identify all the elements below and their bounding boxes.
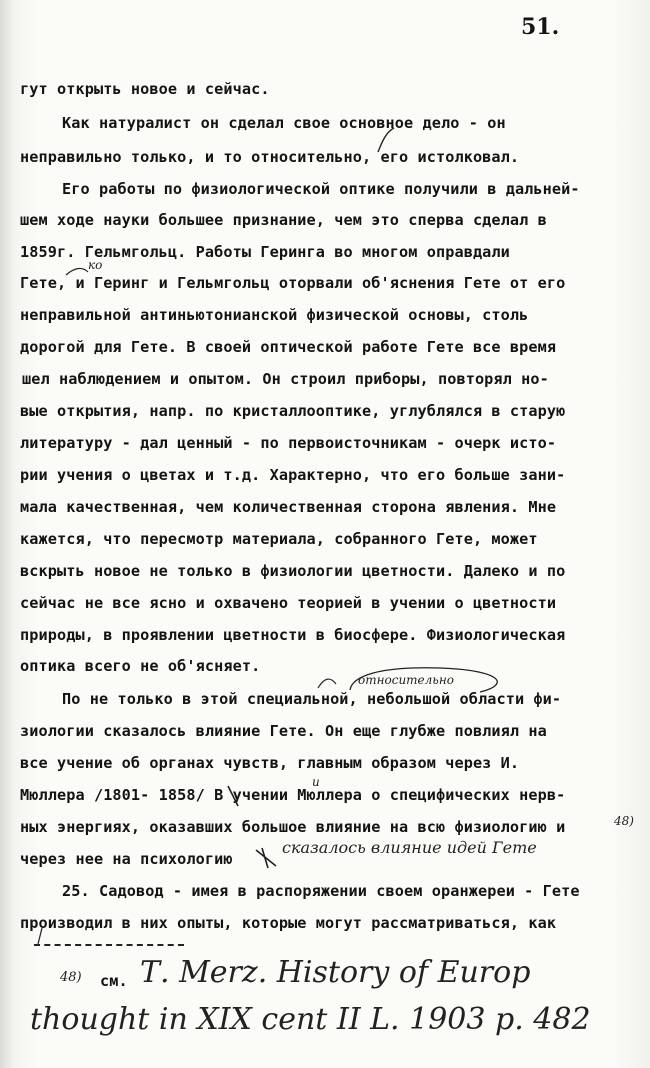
text-line: литературу - дал ценный - по первоисточникам - очерк исто- <box>20 434 557 452</box>
text-line: неправильной антиньютонианской физической основы, столь <box>20 306 529 324</box>
handwritten-insert-ko: ко <box>88 258 103 272</box>
text-line: природы, в проявлении цветности в биосфере. Физиологическая <box>20 626 566 644</box>
text-line: мала качественная, чем количественная сторона явления. Мне <box>20 498 557 516</box>
handwritten-insert-i: и <box>312 775 320 789</box>
text-line: ных энергиях, оказавших большое влияние на всю физиологию и <box>20 818 566 836</box>
text-line: кажется, что пересмотр материала, собранного Гете, может <box>20 530 538 548</box>
handwritten-insert-otnositelno: относительно <box>358 673 454 687</box>
text-line: через нее на психологию <box>20 850 233 868</box>
handwritten-margin-note: 48) <box>614 814 634 828</box>
text-line: 25. Садовод - имея в распоряжении своем оранжереи - Гете <box>62 882 580 900</box>
text-line: оптика всего не об'ясняет. <box>20 657 261 675</box>
text-line: Гете, и Геринг и Гельмгольц оторвали об'яснения Гете от его <box>20 274 566 292</box>
text-line: дорогой для Гете. В своей оптической работе Гете все время <box>20 338 557 356</box>
text-line: сейчас не все ясно и охвачено теорией в учении о цветности <box>20 594 557 612</box>
text-line: По не только в этой специальной, небольшой области фи- <box>62 690 562 708</box>
page-number: 51. <box>521 14 560 40</box>
text-line: все учение об органах чувств, главным образом через И. <box>20 754 520 772</box>
text-line: гут открыть новое и сейчас. <box>20 80 270 98</box>
text-line: 1859г. Гельмгольц. Работы Геринга во многом оправдали <box>20 243 510 261</box>
footnote-separator <box>34 944 184 946</box>
text-line: рии учения о цветах и т.д. Характерно, что его больше зани- <box>20 466 566 484</box>
text-line: производил в них опыты, которые могут рассматриваться, как <box>20 914 557 932</box>
text-line: Мюллера /1801- 1858/ В учении Мюллера о специфических нерв- <box>20 786 566 804</box>
footnote-marker: 48) <box>60 970 82 985</box>
text-line: вые открытия, напр. по кристаллооптике, углублялся в старую <box>20 402 566 420</box>
footnote-handwritten-line-2: thought in XIX cent II L. 1903 p. 482 <box>30 1002 591 1037</box>
text-line: неправильно только, и то относительно, его истолковал. <box>20 148 520 166</box>
text-line: Как натуралист он сделал свое основное дело - он <box>62 114 506 132</box>
insert-mark-stroke <box>256 848 276 868</box>
footnote-handwritten-line-1: Т. Merz. History of Europ <box>140 955 531 990</box>
text-line: вскрыть новое не только в физиологии цветности. Далеко и по <box>20 562 566 580</box>
footnote-prefix: см. <box>100 972 128 990</box>
text-line: зиологии сказалось влияние Гете. Он еще глубже повлиял на <box>20 722 547 740</box>
text-line: Его работы по физиологической оптике получили в дальней- <box>62 180 580 198</box>
caret-stroke <box>318 679 336 688</box>
text-line: шел наблюдением и опытом. Он строил приборы, повторял но- <box>22 370 549 388</box>
handwritten-insert-vliyanie: сказалось влияние идей Гете <box>282 838 537 857</box>
text-line: шем ходе науки большее признание, чем это сперва сделал в <box>20 211 547 229</box>
